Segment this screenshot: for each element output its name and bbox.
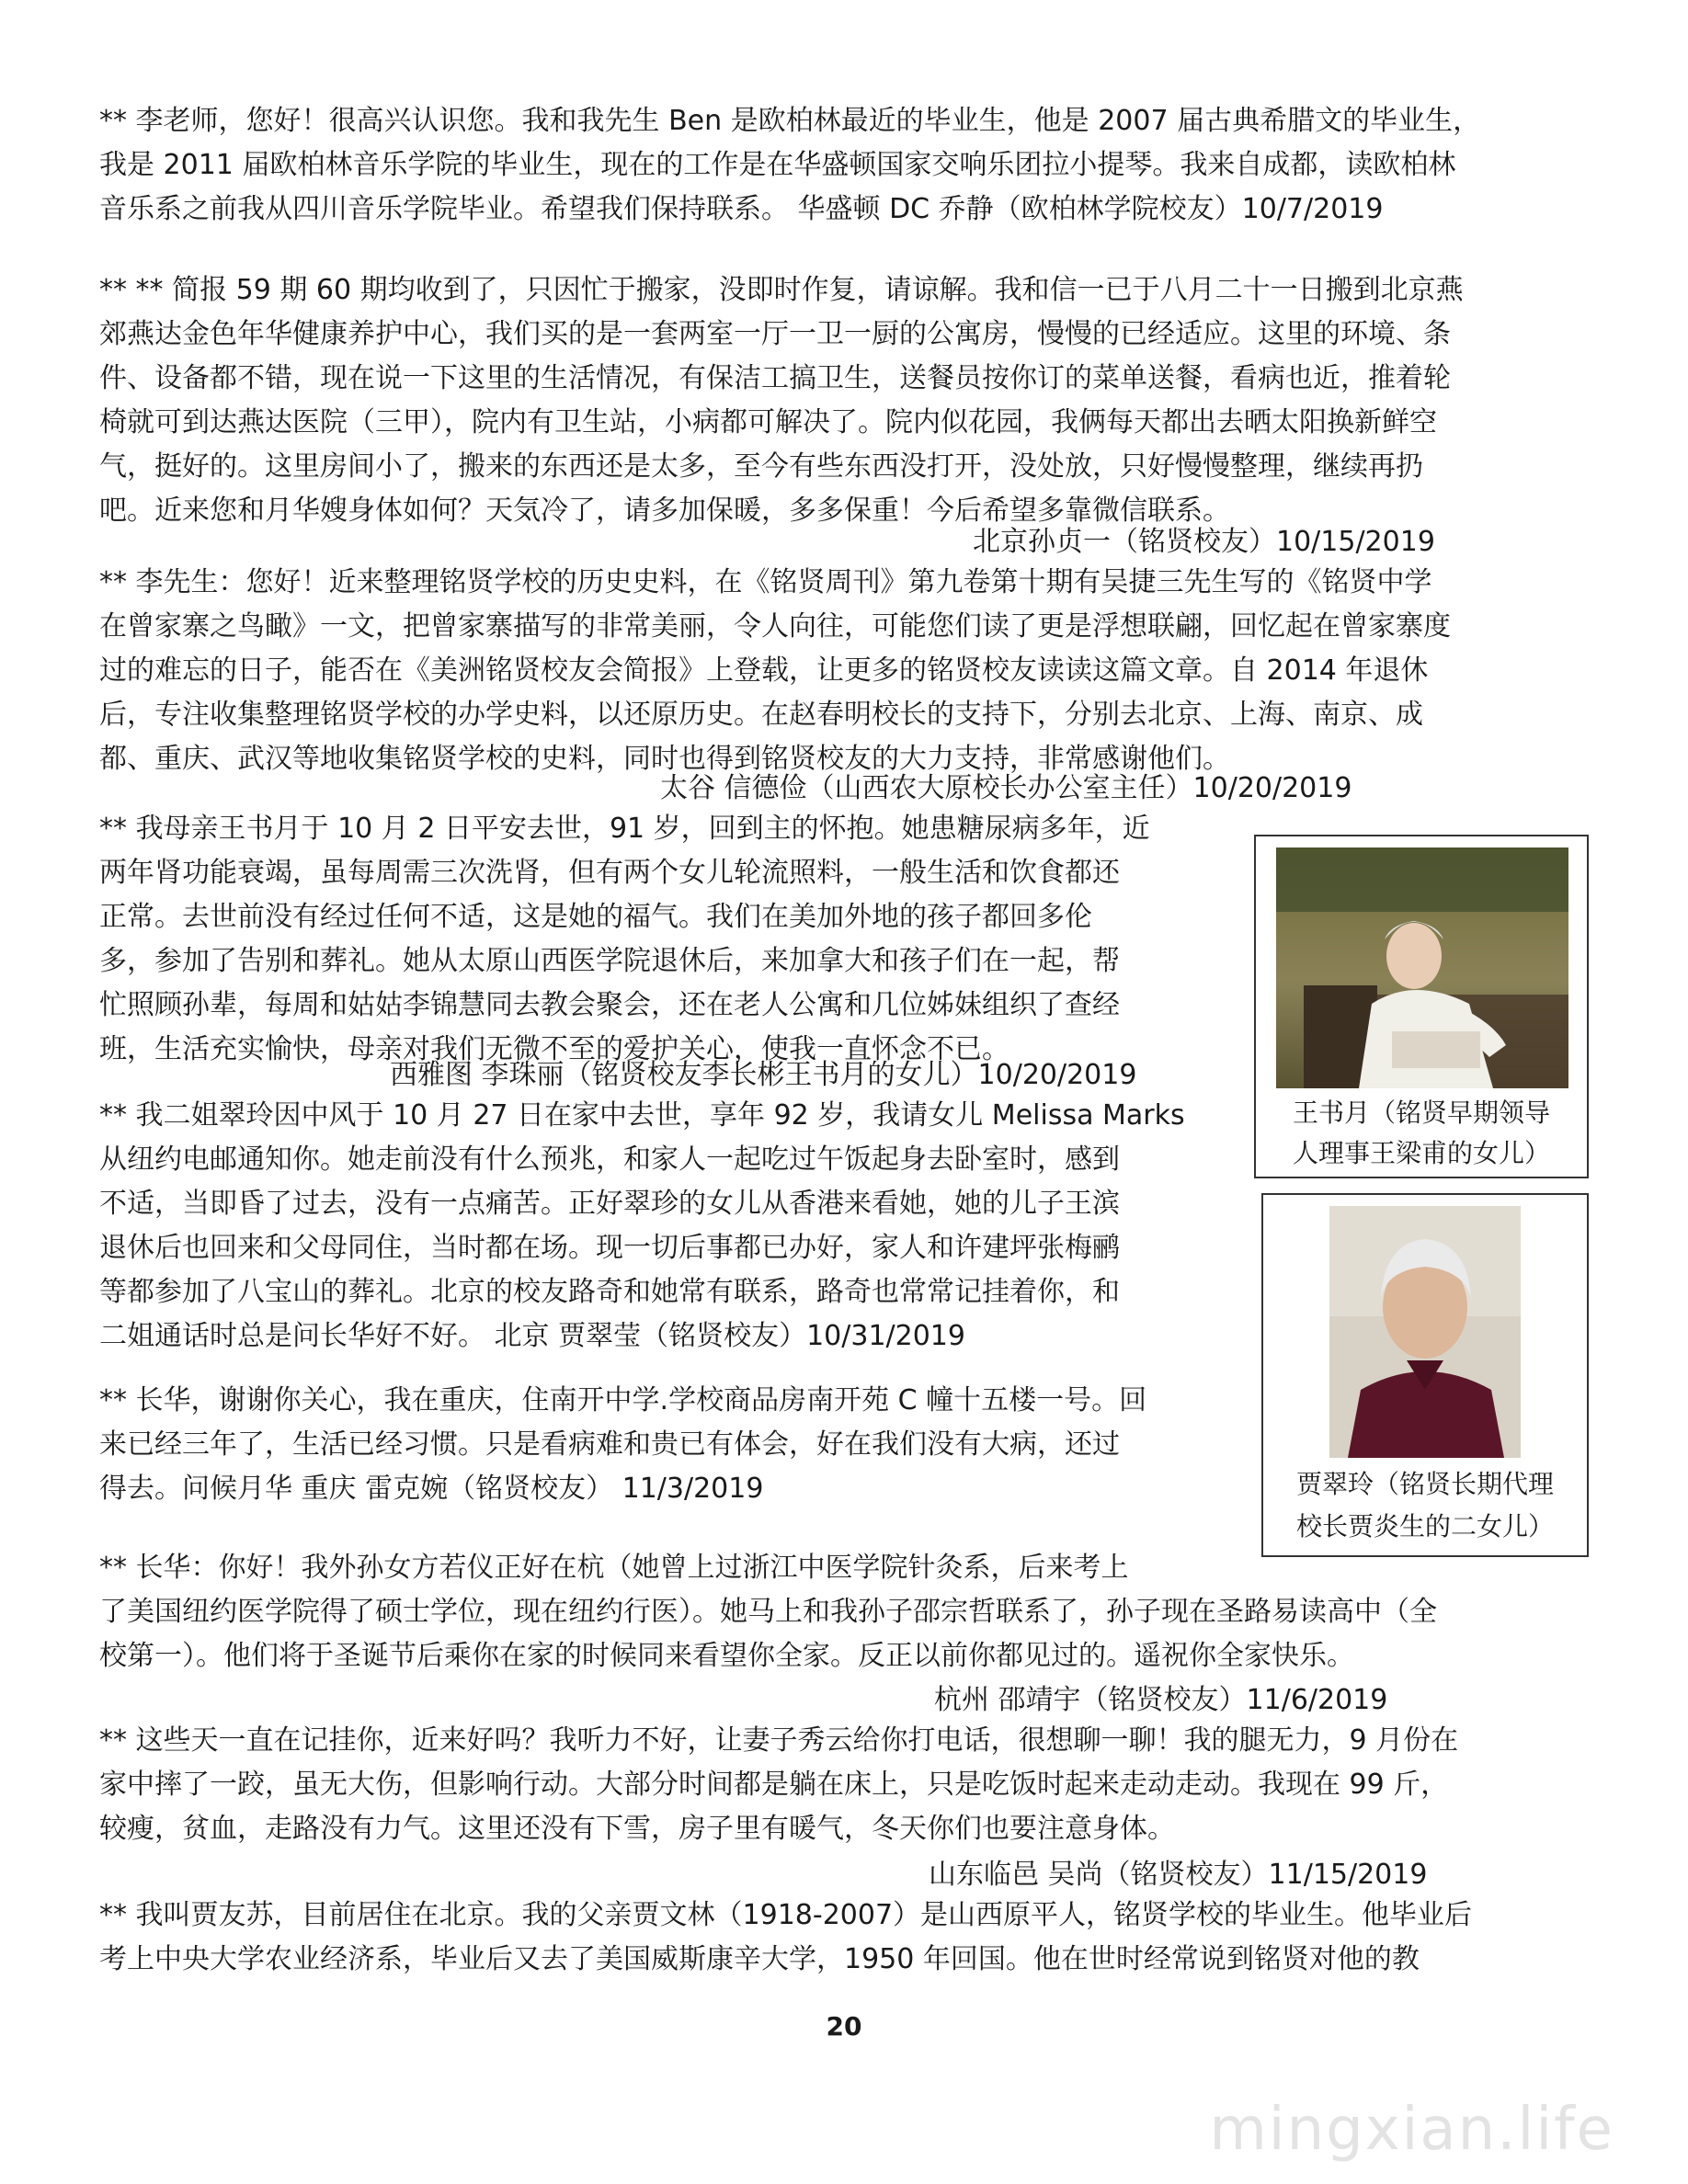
- watermark: mingxian.life: [1209, 2096, 1614, 2164]
- letter-signature: 太谷 信德俭（山西农大原校长办公室主任）10/20/2019: [660, 772, 1352, 804]
- text-line: 吧。近来您和月华嫂身体如何？天気冷了，请多加保暖，多多保重！今后希望多靠微信联系。: [99, 495, 1230, 527]
- text-line: 多，参加了告别和葬礼。她从太原山西医学院退休后，来加拿大和孩子们在一起，帮: [99, 945, 1120, 977]
- letter-excerpt-1: [99, 99, 1593, 232]
- text-line: ** 我母亲王书月于 10 月 2 日平安去世，91 岁，回到主的怀抱。她患糖尿病多年，近: [99, 813, 1150, 845]
- text-line: 都、重庆、武汉等地收集铭贤学校的史料，同时也得到铭贤校友的大力支持，非常感谢他们。: [99, 743, 1230, 775]
- text-line: ** ** 简报 59 期 60 期均收到了，只因忙于搬家，没即时作复，请谅解。我和信一已于八月二十一日搬到北京燕: [99, 274, 1464, 306]
- photo-frame-wang-shuyue: [1254, 835, 1589, 1178]
- text-line: 我是 2011 届欧柏林音乐学院的毕业生，现在的工作是在华盛顿国家交响乐团拉小提琴。我来自成都，读欧柏林: [99, 149, 1456, 181]
- letter-signature: 杭州 邵靖宇（铭贤校友）11/6/2019: [934, 1684, 1388, 1716]
- letter-signature: 北京孙贞一（铭贤校友）10/15/2019: [973, 526, 1435, 558]
- letter-excerpt-4: [99, 807, 1230, 1072]
- text-line: 来已经三年了，生活已经习惯。只是看病难和贵已有体会，好在我们没有大病，还过: [99, 1428, 1120, 1461]
- text-line: ** 我叫贾友苏，目前居住在北京。我的父亲贾文林（1918-2007）是山西原平人，铭贤学校的毕业生。他毕业后: [99, 1899, 1473, 1931]
- text-line: 音乐系之前我从四川音乐学院毕业。希望我们保持联系。 华盛顿 DC 乔静（欧柏林学院校友）10/7/2019: [99, 193, 1384, 225]
- text-line: 气，挺好的。这里房间小了，搬来的东西还是太多，至今有些东西没打开，没处放，只好慢慢整理，继续再扔: [99, 450, 1423, 483]
- portrait-photo-image: [1329, 1206, 1521, 1458]
- text-line: 二姐通话时总是问长华好不好。 北京 贾翠莹（铭贤校友）10/31/2019: [99, 1320, 965, 1352]
- text-line: 后，专注收集整理铭贤学校的办学史料，以还原历史。在赵春明校长的支持下，分别去北京、上海、南京、成: [99, 699, 1423, 731]
- photo-caption: 校长贾炎生的二女儿）: [1295, 1511, 1554, 1541]
- text-line: ** 李老师，您好！很高兴认识您。我和我先生 Ben 是欧柏林最近的毕业生，他是 2007 届古典希腊文的毕业生，: [99, 105, 1481, 137]
- text-line: 较瘦，贫血，走路没有力气。这里还没有下雪，房子里有暖气，冬天你们也要注意身体。: [99, 1813, 1175, 1845]
- text-line: 不适，当即昏了过去，没有一点痛苦。正好翠珍的女儿从香港来看她，她的儿子王滨: [99, 1188, 1120, 1220]
- text-line: 在曾家寨之鸟瞰》一文，把曾家寨描写的非常美丽，令人向往，可能您们读了更是浮想联翩，回忆起在曾家寨度: [99, 610, 1451, 643]
- text-line: 椅就可到达燕达医院（三甲），院内有卫生站，小病都可解决了。院内似花园，我俩每天都出去晒太阳换新鲜空: [99, 406, 1437, 438]
- letter-excerpt-6: [99, 1379, 1230, 1511]
- letter-excerpt-8: [99, 1719, 1593, 1851]
- text-line: 等都参加了八宝山的葬礼。北京的校友路奇和她常有联系，路奇也常常记挂着你，和: [99, 1276, 1120, 1308]
- letter-signature: 西雅图 李珠丽（铭贤校友李长彬王书月的女儿）10/20/2019: [390, 1059, 1137, 1091]
- text-line: 件、设备都不错，现在说一下这里的生活情况，有保洁工搞卫生，送餐员按你订的菜单送餐，看病也近，推着轮: [99, 362, 1451, 394]
- photo-caption: 人理事王梁甫的女儿）: [1292, 1138, 1550, 1168]
- text-line: ** 长华：你好！我外孙女方若仪正好在杭（她曾上过浙江中医学院针灸系，后来考上: [99, 1552, 1129, 1584]
- text-line: ** 李先生：您好！近来整理铭贤学校的历史史料，在《铭贤周刊》第九卷第十期有吴捷三先生写的《铭贤中学: [99, 566, 1432, 598]
- text-line: 正常。去世前没有经过任何不适，这是她的福气。我们在美加外地的孩子都回多伦: [99, 901, 1092, 933]
- letter-excerpt-5: [99, 1094, 1230, 1359]
- letter-excerpt-2: [99, 268, 1593, 533]
- portrait-photo-image: [1276, 847, 1568, 1088]
- letter-signature: 山东临邑 吴尚（铭贤校友）11/15/2019: [929, 1859, 1428, 1891]
- text-line: ** 长华，谢谢你关心，我在重庆，住南开中学.学校商品房南开苑 C 幢十五楼一号。回: [99, 1384, 1147, 1416]
- text-line: 考上中央大学农业经济系，毕业后又去了美国威斯康辛大学，1950 年回国。他在世时经常说到铭贤对他的教: [99, 1943, 1420, 1975]
- text-line: 忙照顾孙辈，每周和姑姑李锦慧同去教会聚会，还在老人公寓和几位姊妹组织了查经: [99, 989, 1120, 1021]
- text-line: 了美国纽约医学院得了硕士学位，现在纽约行医）。她马上和我孙子邵宗哲联系了，孙子现在圣路易读高中（全: [99, 1596, 1437, 1628]
- text-line: 郊燕达金色年华健康养护中心，我们买的是一套两室一厅一卫一厨的公寓房，慢慢的已经适应。这里的环境、条: [99, 318, 1451, 350]
- text-line: 家中摔了一跤，虽无大伤，但影响行动。大部分时间都是躺在床上，只是吃饭时起来走动走动。我现在 99 斤，: [99, 1769, 1449, 1801]
- text-line: ** 这些天一直在记挂你，近来好吗？我听力不好，让妻子秀云给你打电话，很想聊一聊！我的腿无力，9 月份在: [99, 1724, 1459, 1757]
- letter-excerpt-3: [99, 561, 1593, 781]
- portrait-photo: [1276, 847, 1568, 1088]
- photo-frame-jia-cuiling: [1261, 1193, 1589, 1557]
- letter-excerpt-9: [99, 1894, 1593, 1982]
- photo-caption: 贾翠玲（铭贤长期代理: [1295, 1469, 1554, 1499]
- letter-excerpt-7: [99, 1546, 1593, 1678]
- text-line: 从纽约电邮通知你。她走前没有什么预兆，和家人一起吃过午饭起身去卧室时，感到: [99, 1143, 1120, 1176]
- text-line: 班，生活充实愉快，母亲对我们无微不至的爱护关心，使我一直怀念不已。: [99, 1033, 1009, 1065]
- photo-caption: 王书月（铭贤早期领导: [1292, 1098, 1550, 1128]
- page-number: 20: [826, 2011, 862, 2042]
- text-line: ** 我二姐翠玲因中风于 10 月 27 日在家中去世，享年 92 岁，我请女儿 Melissa Marks: [99, 1099, 1185, 1132]
- portrait-photo: [1329, 1206, 1521, 1458]
- text-line: 退休后也回来和父母同住，当时都在场。现一切后事都已办好，家人和许建坪张梅鹂: [99, 1232, 1120, 1264]
- text-line: 得去。问候月华 重庆 雷克婉（铭贤校友） 11/3/2019: [99, 1473, 764, 1505]
- text-line: 两年肾功能衰竭，虽每周需三次洗肾，但有两个女儿轮流照料，一般生活和饮食都还: [99, 857, 1120, 889]
- text-line: 过的难忘的日子，能否在《美洲铭贤校友会简报》上登载，让更多的铭贤校友读读这篇文章。自 2014 年退休: [99, 654, 1429, 687]
- text-line: 校第一）。他们将于圣诞节后乘你在家的时候同来看望你全家。反正以前你都见过的。遥祝你全家快乐。: [99, 1640, 1354, 1672]
